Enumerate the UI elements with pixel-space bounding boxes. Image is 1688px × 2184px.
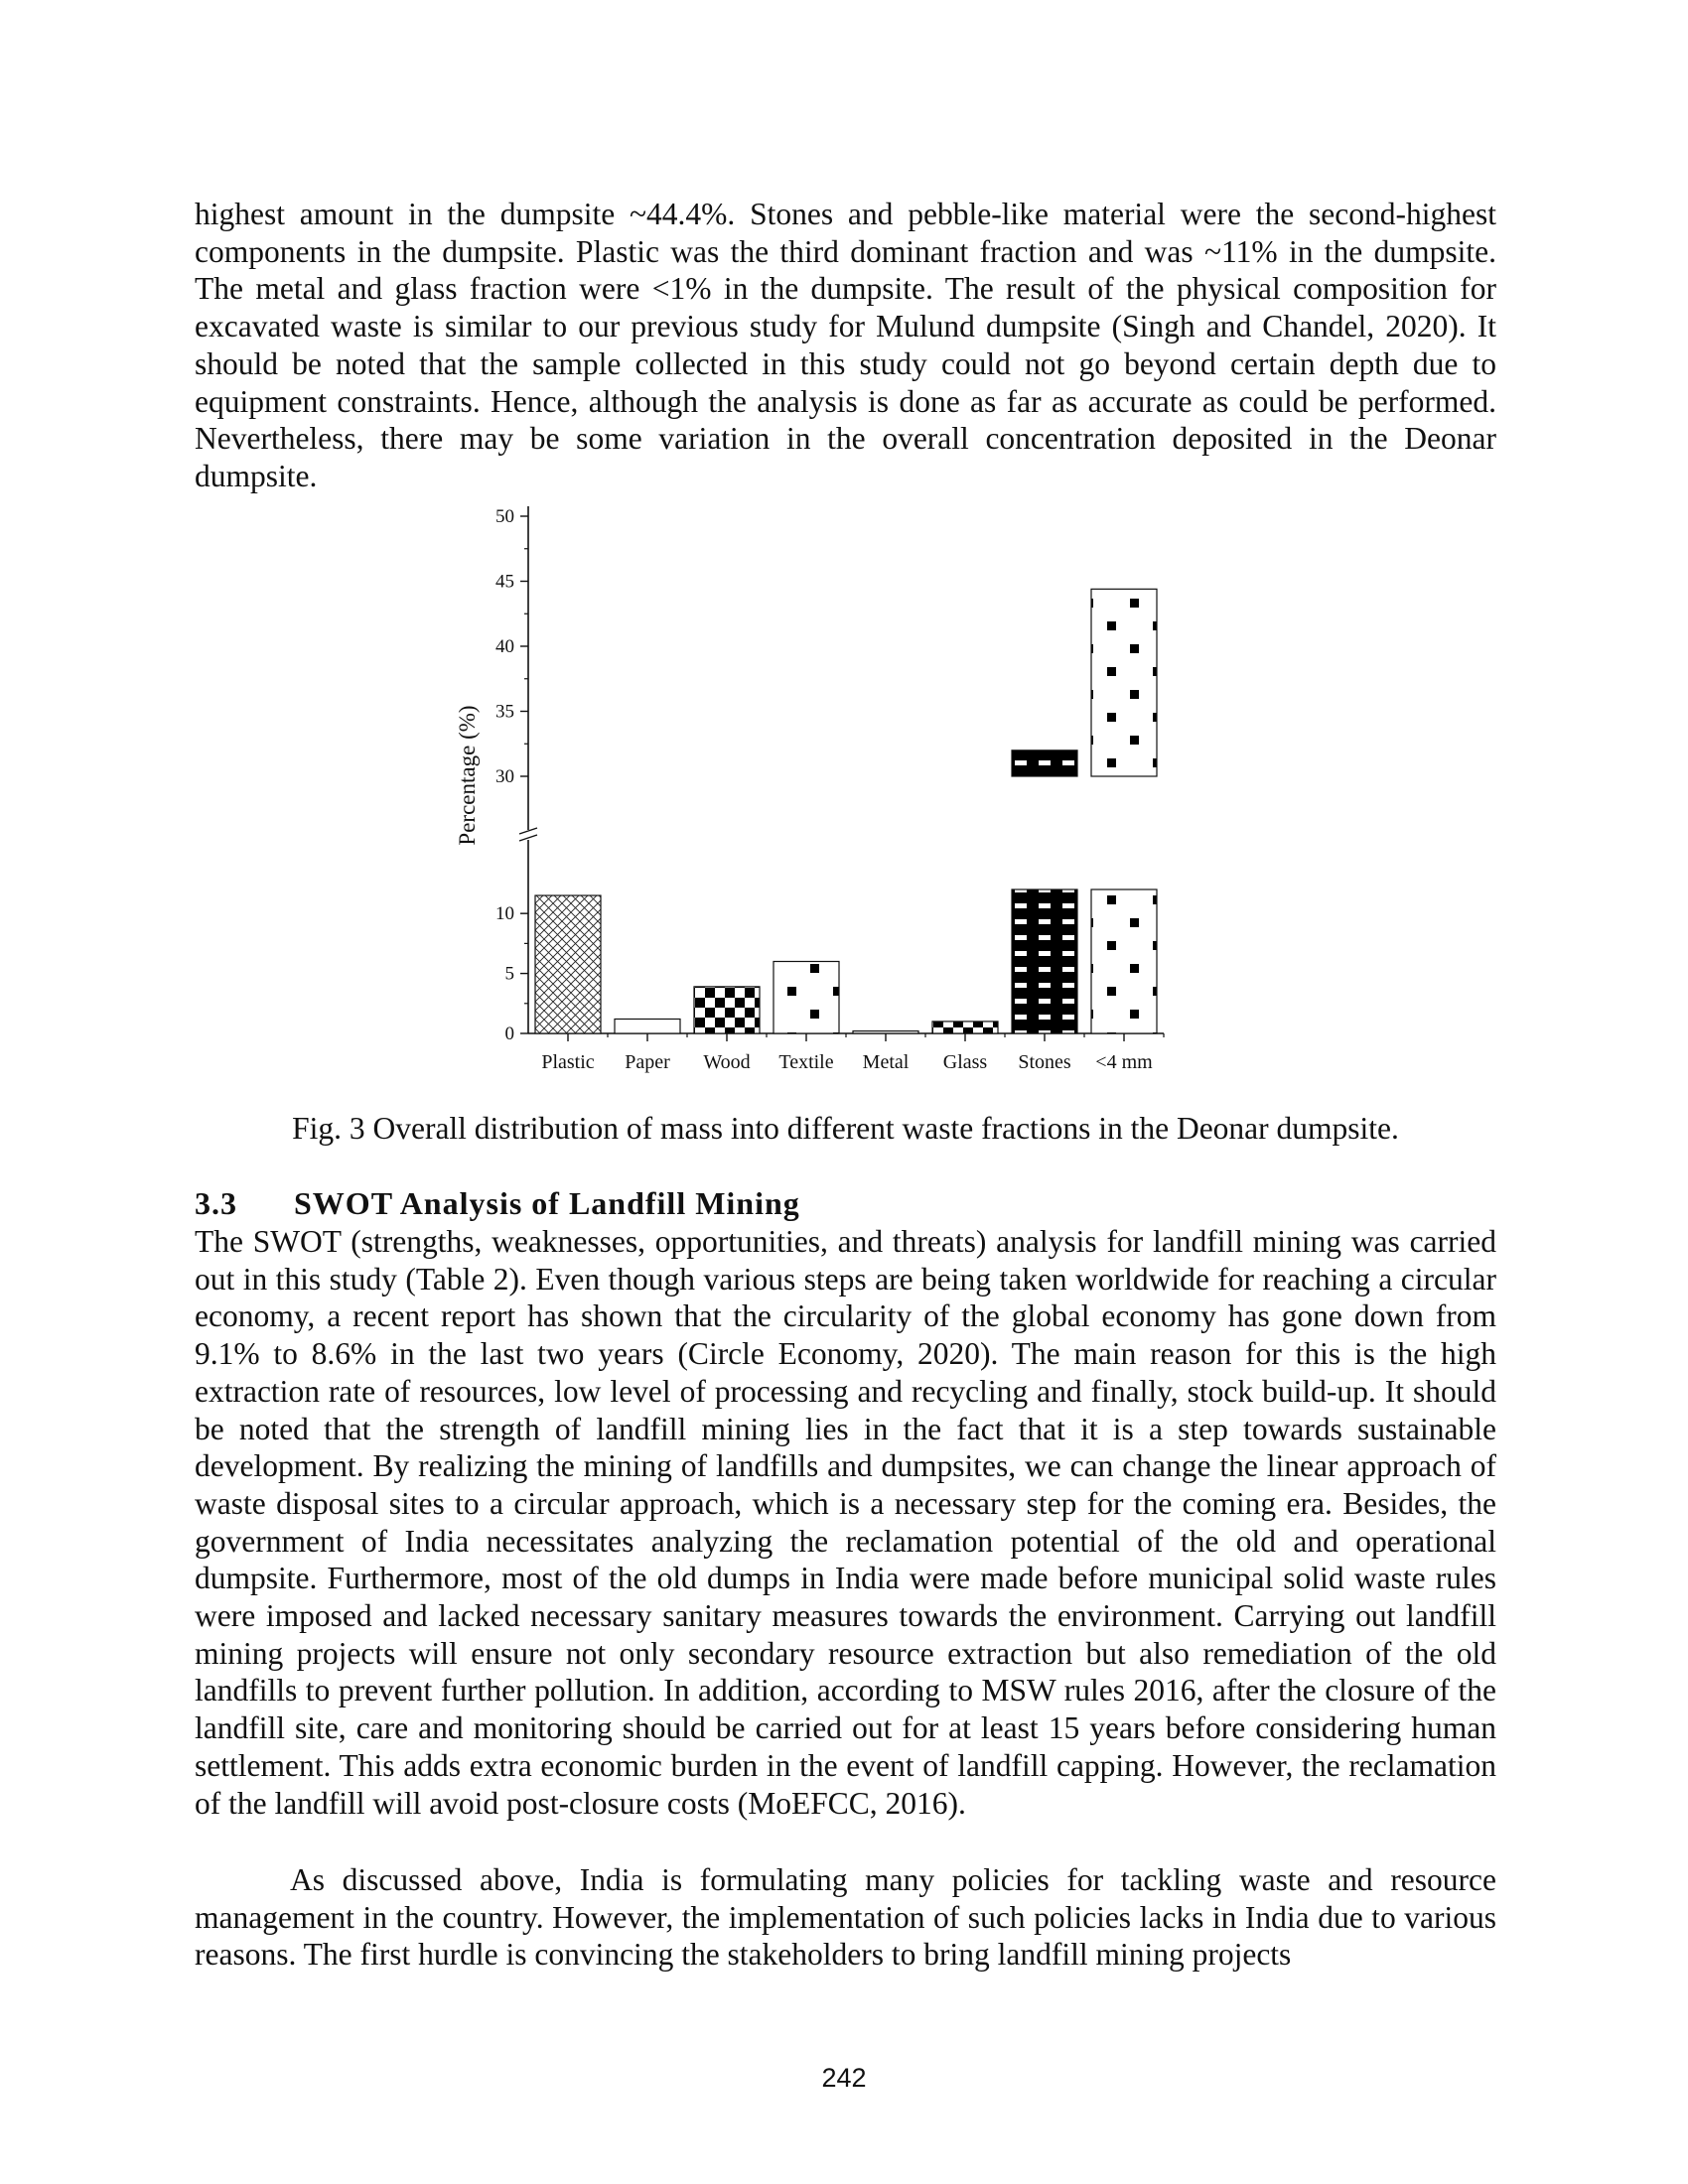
- page-number: 242: [821, 2063, 867, 2093]
- bar: [1012, 889, 1077, 1033]
- y-tick-label: 5: [504, 963, 514, 985]
- y-axis-label: Percentage (%): [455, 705, 480, 846]
- y-tick-label: 45: [495, 571, 514, 593]
- figure-caption: Fig. 3 Overall distribution of mass into different waste fractions in the Deonar dumpsite.: [292, 1111, 1399, 1146]
- y-tick-label: 40: [495, 636, 514, 657]
- bar: [932, 1022, 998, 1033]
- y-tick-label: 50: [495, 506, 514, 527]
- y-tick-label: 10: [495, 903, 514, 925]
- y-tick-label: 0: [504, 1024, 514, 1044]
- body-paragraph: The SWOT (strengths, weaknesses, opportunities, and threats) analysis for landfill mining was carried out in this study (Table 2). Even though various steps are being taken worldwide for reaching a circular economy, a recent report has shown that the circularity of the global economy has gone down from 9.1% to 8.6% in the last two years (Circle Economy, 2020). The main reason for this is the high extraction rate of resources, low level of processing and recycling and finally, stock build-up. It should be noted that the strength of landfill mining lies in the fact that it is a step towards sustainable development. By realizing the mining of landfills and dumpsites, we can change the linear approach of waste disposal sites to a circular approach, which is a necessary step for the coming era. Besides, the government of India necessitates analyzing the reclamation potential of the old and operational dumpsite. Furthermore, most of the old dumps in India were made before municipal solid waste rules were imposed and lacked necessary sanitary measures towards the environment. Carrying out landfill mining projects will ensure not only secondary resource extraction but also remediation of the old landfills to prevent further pollution. In addition, according to MSW rules 2016, after the closure of the landfill site, care and monitoring should be carried out for at least 15 years before considering human settlement. This adds extra economic burden in the event of landfill capping. However, the reclamation of the landfill will avoid post-closure costs (MoEFCC, 2016).: [195, 1224, 1496, 1821]
- bar: [615, 1020, 680, 1034]
- bar: [1012, 751, 1077, 776]
- bar-chart: [437, 501, 1231, 1097]
- intro-paragraph: highest amount in the dumpsite ~44.4%. Stones and pebble-like material were the second-highest components in the dumpsite. Plastic was the third dominant fraction and was ~11% in the dumpsite. The metal and glass fraction were <1% in the dumpsite. The result of the physical composition for excavated waste is similar to our previous study for Mulund dumpsite (Singh and Chandel, 2020). It should be noted that the sample collected in this study could not go beyond certain depth due to equipment constraints. Hence, although the analysis is done as far as accurate as could be performed. Nevertheless, there may be some variation in the overall concentration deposited in the Deonar dumpsite.: [195, 197, 1496, 493]
- x-tick-label: Paper: [625, 1051, 670, 1073]
- bar: [1091, 889, 1157, 1033]
- y-tick-label: 35: [495, 701, 514, 723]
- x-tick-label: Wood: [703, 1051, 751, 1073]
- bar: [774, 962, 839, 1034]
- section-number: 3.3: [195, 1185, 237, 1221]
- section-heading: [195, 1184, 1496, 1222]
- bar: [535, 895, 601, 1033]
- x-tick-label: <4 mm: [1095, 1051, 1153, 1073]
- y-tick-label: 30: [495, 766, 514, 787]
- bar: [1091, 589, 1157, 776]
- bar-break-gap: [1089, 777, 1159, 888]
- x-tick-label: Stones: [1018, 1051, 1071, 1073]
- x-tick-label: Glass: [942, 1051, 988, 1073]
- x-tick-label: Metal: [862, 1051, 910, 1073]
- section-title: SWOT Analysis of Landfill Mining: [294, 1185, 800, 1221]
- bar: [853, 1031, 918, 1033]
- x-tick-label: Textile: [778, 1051, 834, 1073]
- body-paragraph: As discussed above, India is formulating many policies for tackling waste and resource management in the country. However, the implementation of such policies lacks in India due to various reasons. The first hurdle is convincing the stakeholders to bring landfill mining projects: [195, 1862, 1496, 1973]
- bar-chart-figure: [437, 501, 1231, 1097]
- bar-break-gap: [1010, 777, 1079, 888]
- bar: [694, 987, 760, 1033]
- x-tick-label: Plastic: [541, 1051, 595, 1073]
